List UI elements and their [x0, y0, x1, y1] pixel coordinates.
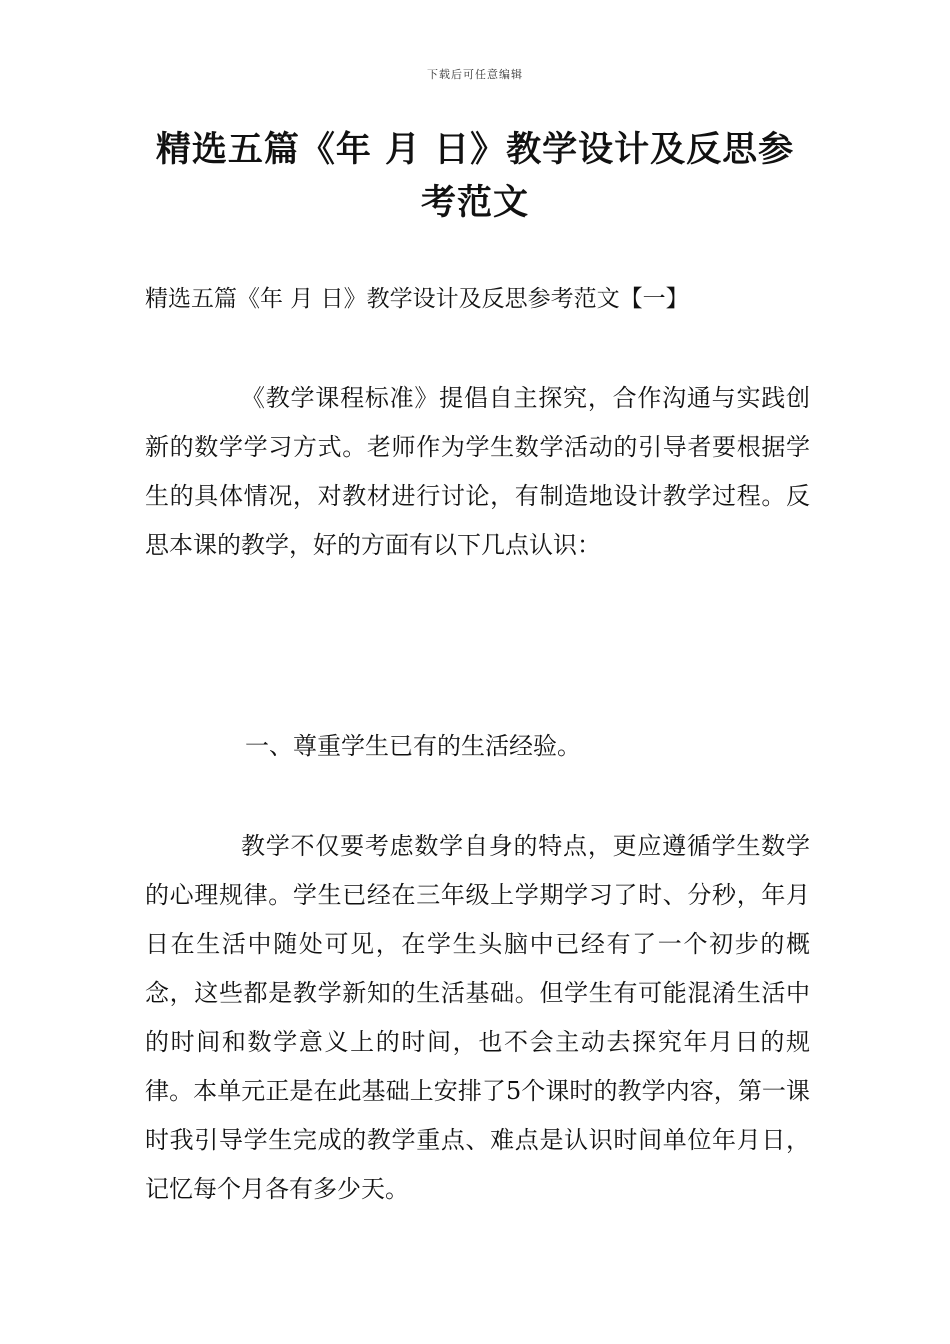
paragraph-body: 教学不仅要考虑数学自身的特点，更应遵循学生数学的心理规律。学生已经在三年级上学期学习了时、分秒，年月日在生活中随处可见，在学生头脑中已经有了一个初步的概念，这些都是教学新知的生活基础。但学生有可能混淆生活中的时间和数学意义上的时间，也不会主动去探究年月日的规律。本单元正是在此基础上安排了5个课时的教学内容，第一课时我引导学生完成的教学重点、难点是认识时间单位年月日，记忆每个月各有多少天。 [145, 832, 810, 1203]
subheading-1: 一、尊重学生已有的生活经验。 [245, 732, 581, 760]
document-title: 精选五篇《年 月 日》教学设计及反思参考范文 [155, 130, 795, 223]
section-heading: 精选五篇《年 月 日》教学设计及反思参考范文【一】 [145, 286, 689, 312]
header-note: 下载后可任意编辑 [427, 68, 523, 81]
paragraph-intro: 《教学课程标准》提倡自主探究，合作沟通与实践创新的数学学习方式。老师作为学生数学活动的引导者要根据学生的具体情况，对教材进行讨论，有制造地设计教学过程。反思本课的教学，好的方面有以下几点认识： [145, 384, 810, 559]
